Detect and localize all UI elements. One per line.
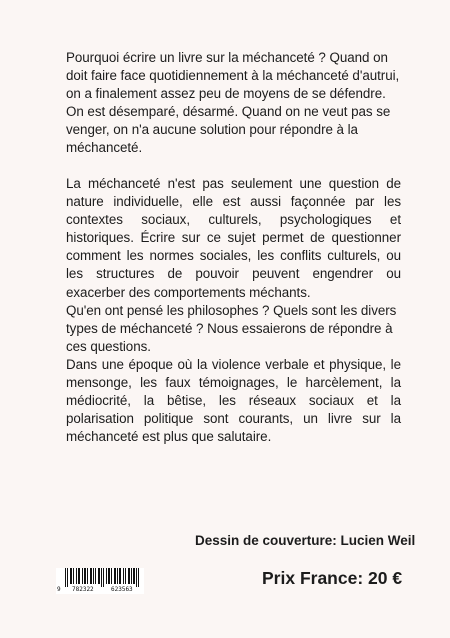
barcode-right-group: 623563 bbox=[111, 586, 133, 593]
paragraph-context: La méchanceté n'est pas seulement une question de nature individuelle, elle est aussi façonnée par les contextes sociaux, culturels, psychologiques et historiques. Écrire sur ce sujet permet de questionner comment les normes sociales, les conflits culturels, ou les structures de pouvoir peuvent engendrer ou exacerber des comportements méchants. bbox=[66, 176, 401, 300]
isbn-barcode bbox=[56, 568, 144, 594]
barcode-first-digit: 9 bbox=[57, 586, 61, 593]
paragraph-philosophers: Qu'en ont pensé les philosophes ? Quels sont les divers types de méchanceté ? Nous essaierons de répondre à ces questions. bbox=[66, 302, 397, 354]
barcode-left-group: 782322 bbox=[72, 586, 94, 593]
paragraph-intro: Pourquoi écrire un livre sur la méchanceté ? Quand on doit faire face quotidiennement à la méchanceté d'autrui, on a finalement assez peu de moyens de se défendre. On est désemparé, désarmé. Quand on ne veut pas se venger, on n'a aucune solution pour répondre à la méchanceté. bbox=[66, 50, 400, 156]
barcode-bars-icon bbox=[56, 568, 144, 587]
blurb-body bbox=[66, 175, 401, 446]
blurb-intro bbox=[66, 49, 401, 158]
cover-credit: Dessin de couverture: Lucien Weil bbox=[195, 533, 416, 548]
price-label: Prix France: 20 € bbox=[262, 568, 403, 588]
paragraph-era: Dans une époque où la violence verbale et physique, le mensonge, les faux témoignages, le harcèlement, la médiocrité, la bêtise, les réseaux sociaux et la polarisation politique sont courants, un livre sur la méchanceté est plus que salutaire. bbox=[66, 356, 401, 445]
